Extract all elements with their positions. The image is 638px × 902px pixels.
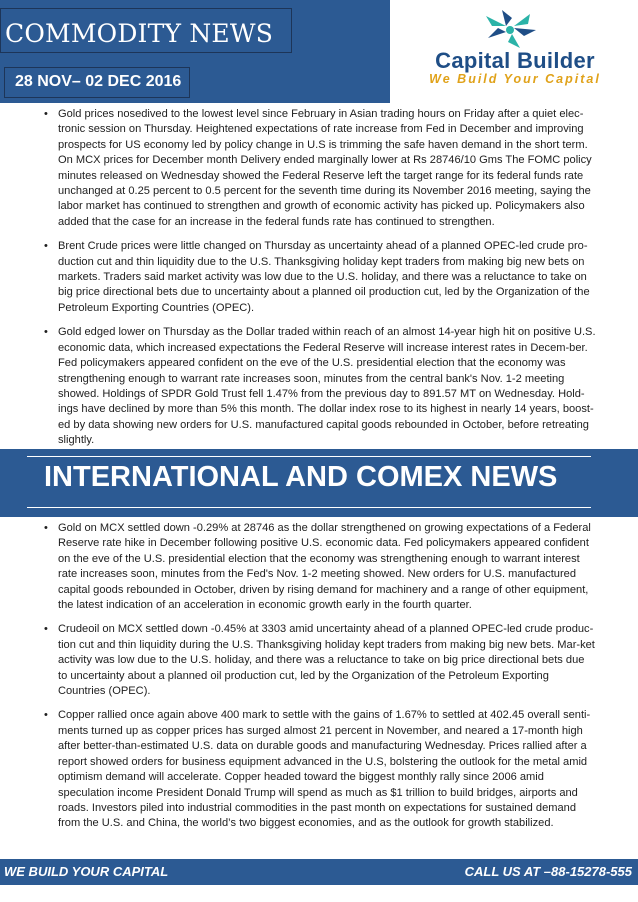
logo-name: Capital Builder bbox=[435, 48, 595, 73]
logo bbox=[395, 6, 635, 98]
section-title: INTERNATIONAL AND COMEX NEWS bbox=[44, 461, 558, 493]
date-box bbox=[4, 67, 190, 98]
list-item: • Gold edged lower on Thursday as the Dollar traded within reach of an almost 14-year high hit on positive U.S. economic data, which increased expectations the Federal Reserve will increase interest rates in Decem-ber. Fed policymakers appeared confident on the eve of the U.S. presidential election that the economy was strengthening enough to warrant rate increases soon, minutes from the central bank's Nov. 1-2 meeting showed. Holdings of SPDR Gold Trust fell 1.47% from the previous day to 891.57 MT on Wednesday. Hold-ings have declined by more than 5% this month. The dollar index rose to its highest in nearly 14 years, boost-ed by data showing new orders for U.S. manufactured capital goods rebounded in October, before retreating slightly. bbox=[44, 325, 596, 448]
footer-bar bbox=[0, 859, 638, 885]
list-item: • Gold on MCX settled down -0.29% at 28746 as the dollar strengthened on growing expectations of a Federal Reserve rate hike in December following positive U.S. economic data. Fed policymakers appeared confident on the eve of the U.S. presidential election that the economy was strengthening enough to warrant interest rate increases soon, minutes from the Fed's Nov. 1-2 meeting showed. New orders for U.S. manufactured capital goods rebounded in October, driven by rising demand for machinery and a range of other equipment, the latest indication of an acceleration in economic growth early in the fourth quarter. bbox=[44, 521, 596, 613]
title-box bbox=[0, 8, 292, 53]
international-news-list bbox=[44, 521, 596, 841]
section-header-band bbox=[0, 449, 638, 517]
header-band bbox=[0, 0, 390, 103]
commodity-news-list bbox=[44, 107, 596, 458]
logo-tagline: We Build Your Capital bbox=[429, 72, 601, 86]
list-item: • Crudeoil on MCX settled down -0.45% at 3303 amid uncertainty ahead of a planned OPEC-led crude produc-tion cut and thin liquidity during the U.S. Thanksgiving holiday kept traders from making big new bets. Mar-ket activity was low due to the U.S. holiday, and there was a reluctance to take on big price directional bets due to uncertainty about a planned oil production cut, led by the Organization of the Petroleum Exporting Countries (OPEC). bbox=[44, 622, 596, 699]
page-title: COMMODITY NEWS bbox=[5, 19, 274, 48]
list-item: • Brent Crude prices were little changed on Thursday as uncertainty ahead of a planned OPEC-led crude pro-duction cut and thin liquidity due to the U.S. Thanksgiving holiday kept traders from making big new bets on markets. Traders said market activity was low due to the U.S. holiday, and there was a reluctance to take on big price directional bets due to uncertainty about a planned oil production cut, led by the Organization of the Petroleum Exporting Countries (OPEC). bbox=[44, 239, 596, 316]
date-range: 28 NOV– 02 DEC 2016 bbox=[15, 73, 182, 90]
list-item: • Copper rallied once again above 400 mark to settle with the gains of 1.67% to settled at 402.45 overall senti-ments turned up as copper prices has surged almost 21 percent in November, and neared a 17-month high after better-than-estimated U.S. data on durable goods and manufacturing Wednesday. Prices rallied after a report showed orders for business equipment advanced in the U.S, bolstering the outlook for the metal amid optimism demand will accelerate. Copper headed toward the biggest monthly rally since 2006 amid speculation income President Donald Trump will spend as much as $1 trillion to build bridges, airports and roads. Investors piled into industrial commodities in the past month on expectations for sustained demand from the U.S. and China, the world’s two biggest economies, and as the outlook for growth stabilized. bbox=[44, 708, 596, 831]
footer-slogan: WE BUILD YOUR CAPITAL bbox=[4, 864, 169, 879]
footer-phone[interactable]: CALL US AT –88-15278-555 bbox=[464, 864, 632, 879]
list-item: • Gold prices nosedived to the lowest level since February in Asian trading hours on Friday after a quiet elec-tronic session on Thursday. Heightened expectations of rate increase from Fed in December and improving prospects for US economy led by policy change in U.S is trimming the safe haven demand in the short term. On MCX prices for December month Delivery ended marginally lower at Rs 28746/10 Gms The FOMC policy minutes released on Wednesday showed the Federal Reserve left the target range for its federal funds rate unchanged at 0.25 percent to 0.5 percent for the seventh time during its November 2016 meeting, saying the labor market has continued to strengthen and growth of economic activity has picked up. Policymakers also added that the case for an increase in the federal funds rate has continued to strengthen. bbox=[44, 107, 596, 230]
